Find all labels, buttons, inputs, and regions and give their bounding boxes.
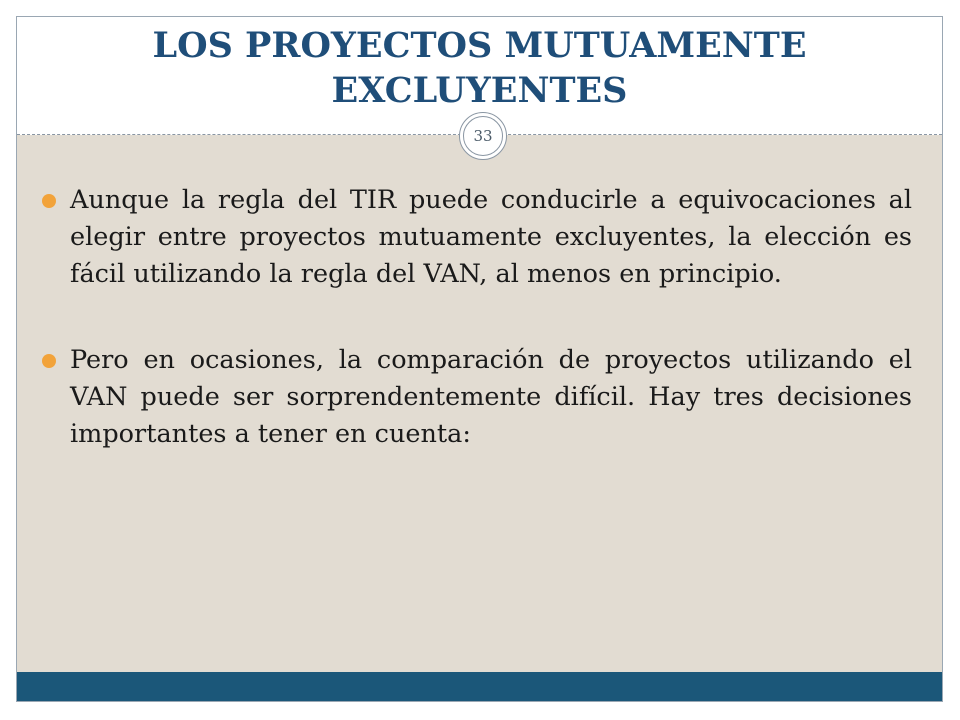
footer-bar <box>17 672 942 702</box>
page-number-badge <box>459 112 507 160</box>
bullet-text: Pero en ocasiones, la comparación de proyectos utilizando el VAN puede ser sorprendentemente difícil. Hay tres decisiones importantes a tener en cuenta: <box>70 345 912 449</box>
bullet-dot-icon <box>42 354 56 368</box>
content-area <box>17 135 942 672</box>
page-number: 33 <box>473 127 493 145</box>
bullet-item <box>70 342 912 453</box>
slide <box>16 16 943 702</box>
slide-title: LOS PROYECTOS MUTUAMENTE EXCLUYENTES <box>152 25 807 111</box>
bullet-text: Aunque la regla del TIR puede conducirle a equivocaciones al elegir entre proyectos mutuamente excluyentes, la elección es fácil utilizando la regla del VAN, al menos en principio. <box>70 185 912 289</box>
bullet-list <box>17 182 942 502</box>
bullet-item <box>70 182 912 293</box>
bullet-dot-icon <box>42 194 56 208</box>
